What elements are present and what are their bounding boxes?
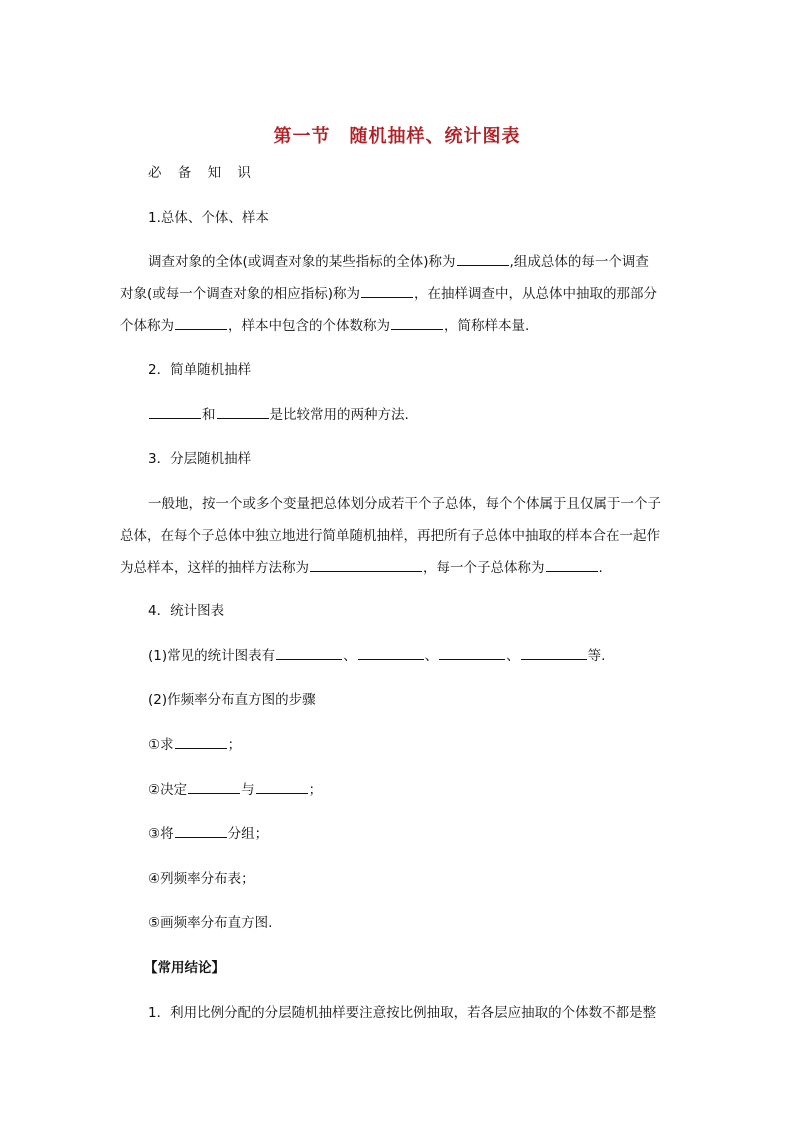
item1-line2: 对象(或每一个调查对象的相应指标)称为 ，在抽样调查中，从总体中抽取的那部分 <box>120 286 658 302</box>
item1-paragraph <box>120 246 680 342</box>
step-2: ②决定 与 ； <box>148 782 323 798</box>
item3-line2: 总体，在每个子总体中独立地进行简单随机抽样，再把所有子总体中抽取的样本合在一起作 <box>120 528 660 544</box>
fill-blank[interactable] <box>217 406 269 419</box>
item3-line1: 一般地，按一个或多个变量把总体划分成若干个子总体，每个个体属于且仅属于一个子 <box>148 496 661 512</box>
step-3: ③将 分组； <box>148 826 269 842</box>
item3-paragraph <box>120 488 680 584</box>
item2-line: 和 是比较常用的两种方法. <box>148 405 688 425</box>
step-4: ④列频率分布表； <box>148 871 255 887</box>
fill-blank[interactable] <box>391 317 443 330</box>
item2-heading: 2．简单随机抽样 <box>148 362 252 378</box>
fill-blank[interactable] <box>439 647 505 660</box>
fill-blank[interactable] <box>188 781 240 794</box>
fill-blank[interactable] <box>149 406 201 419</box>
conclusion-line1: 1．利用比例分配的分层随机抽样要注意按比例抽取，若各层应抽取的个体数不都是整 <box>148 1005 657 1021</box>
item1-line1: 调查对象的全体(或调查对象的某些指标的全体)称为 ,组成总体的每一个调查 <box>148 254 649 270</box>
item4-steps-title: (2)作频率分布直方图的步骤 <box>148 692 316 708</box>
item3-heading: 3．分层随机抽样 <box>148 451 252 467</box>
fill-blank[interactable] <box>358 647 424 660</box>
fill-blank[interactable] <box>175 317 227 330</box>
fill-blank[interactable] <box>256 781 308 794</box>
fill-blank[interactable] <box>175 736 227 749</box>
fill-blank[interactable] <box>175 825 227 838</box>
item1-heading: 1.总体、个体、样本 <box>148 210 269 226</box>
fill-blank[interactable] <box>310 559 422 572</box>
page-title: 第一节 随机抽样、统计图表 <box>273 126 521 147</box>
item4-heading: 4．统计图表 <box>148 603 225 619</box>
section-label: 必 备 知 识 <box>148 165 257 181</box>
fill-blank[interactable] <box>457 253 509 266</box>
fill-blank[interactable] <box>546 559 598 572</box>
conclusion-heading: 【常用结论】 <box>144 960 225 976</box>
fill-blank[interactable] <box>521 647 587 660</box>
item4-chart-types: (1)常见的统计图表有 、 、 、 等. <box>148 648 606 664</box>
step-1: ①求 ； <box>148 737 242 753</box>
fill-blank[interactable] <box>276 647 342 660</box>
step-5: ⑤画频率分布直方图. <box>148 915 273 931</box>
item3-line3: 为总样本，这样的抽样方法称为 ，每一个子总体称为 . <box>120 560 603 576</box>
item1-line3: 个体称为 ，样本中包含的个体数称为 ，简称样本量. <box>120 318 530 334</box>
fill-blank[interactable] <box>361 285 413 298</box>
